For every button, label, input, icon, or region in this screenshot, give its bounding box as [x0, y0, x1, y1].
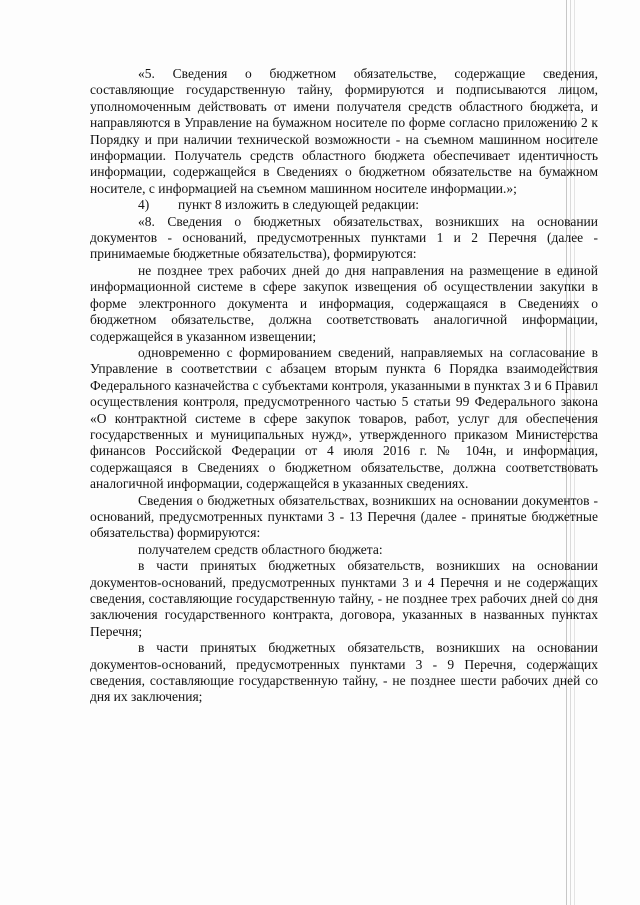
list-number: 4): [138, 197, 150, 213]
list-item-text: пункт 8 изложить в следующей редакции:: [178, 197, 420, 213]
paragraph: в части принятых бюджетных обязательств, возникших на основании документов-оснований, предусмотренных пунктами 3 - 9 Перечня, содержащих сведения, составляющие государственную тайну, - не позднее шести рабочих дней со дня их заключения;: [90, 640, 598, 705]
paragraph: не позднее трех рабочих дней до дня направления на размещение в единой информационной системе в сфере закупок извещения об осуществлении закупки в форме электронного документа и информация, содержащаяся в Сведениях о бюджетном обязательстве, должна соответствовать аналогичной информации, содержащейся в указанном извещении;: [90, 262, 598, 344]
paragraph: получателем средств областного бюджета:: [138, 541, 383, 557]
paragraph: в части принятых бюджетных обязательств, возникших на основании документов-оснований, предусмотренных пунктами 3 и 4 Перечня и не содержащих сведения, составляющие государственную тайну, - не позднее трех рабочих дней со дня заключения государственного контракта, договора, указанных в названных пунктах Перечня;: [90, 558, 598, 639]
list-item-4: [90, 197, 598, 213]
paragraph-item-5: «5. Сведения о бюджетном обязательстве, содержащие сведения, составляющие государственную тайну, формируются и подписываются лицом, уполномоченным действовать от имени получателя средств областного бюджета, и направляются в Управление на бумажном носителе по форме согласно приложению 2 к Порядку и при наличии технической возможности - на съемном машинном носителе информации. Получатель средств областного бюджета обеспечивает идентичность информации, содержащейся в Сведениях о бюджетном обязательстве на бумажном носителе, с информацией на съемном машинном носителе информации.»;: [90, 66, 598, 196]
paragraph: одновременно с формированием сведений, направляемых на согласование в Управление в соответствии с абзацем вторым пункта 6 Порядка взаимодействия Федерального казначейства с субъектами контроля, указанными в пунктах 3 и 6 Правил осуществления контроля, предусмотренного частью 5 статьи 99 Федерального закона «О контрактной системе в сфере закупок товаров, работ, услуг для обеспечения государственных и муниципальных нужд», утвержденного приказом Министерства финансов Российской Федерации от 4 июля 2016 г. № 104н, и информация, содержащаяся в Сведениях о бюджетном обязательстве, должна соответствовать аналогичной информации, содержащейся в указанных сведениях.: [90, 344, 598, 492]
paragraph-item-8: «8. Сведения о бюджетных обязательствах, возникших на основании документов - оснований, предусмотренных пунктами 1 и 2 Перечня (далее - принимаемые бюджетные обязательства), формируются:: [90, 213, 598, 262]
paragraph: Сведения о бюджетных обязательствах, возникших на основании документов - оснований, предусмотренных пунктами 3 - 13 Перечня (далее - принятые бюджетные обязательства) формируются:: [90, 492, 598, 541]
document-body: [90, 66, 598, 706]
